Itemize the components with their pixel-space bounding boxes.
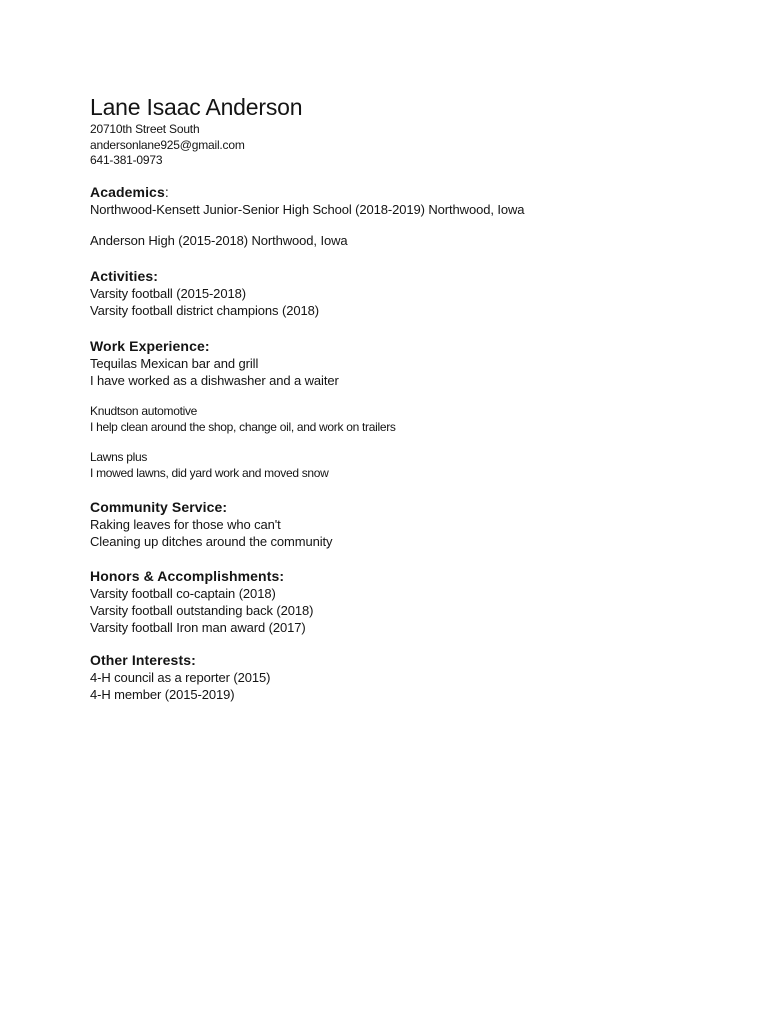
interests-heading: Other Interests: bbox=[90, 652, 196, 668]
honors-line: Varsity football co-captain (2018) bbox=[90, 586, 276, 601]
job-detail: I help clean around the shop, change oil, and work on trailers bbox=[90, 420, 396, 434]
community-line: Raking leaves for those who can't bbox=[90, 517, 281, 532]
activities-line: Varsity football (2015-2018) bbox=[90, 286, 246, 301]
honors-line: Varsity football Iron man award (2017) bbox=[90, 620, 306, 635]
job-title: Lawns plus bbox=[90, 450, 148, 464]
section-activities bbox=[90, 267, 319, 319]
section-honors bbox=[90, 567, 313, 636]
job-title: Tequilas Mexican bar and grill bbox=[90, 356, 259, 371]
contact-phone: 641-381-0973 bbox=[90, 153, 163, 167]
community-line: Cleaning up ditches around the community bbox=[90, 534, 333, 549]
section-academics bbox=[90, 183, 524, 249]
section-community-service bbox=[90, 498, 332, 550]
academics-heading: Academics: bbox=[90, 184, 169, 200]
job-title: Knudtson automotive bbox=[90, 404, 198, 418]
job-detail: I have worked as a dishwasher and a waiter bbox=[90, 373, 339, 388]
job-detail: I mowed lawns, did yard work and moved snow bbox=[90, 466, 329, 480]
work-heading: Work Experience: bbox=[90, 338, 210, 354]
section-other-interests bbox=[90, 651, 270, 703]
academics-line: Anderson High (2015-2018) Northwood, Iowa bbox=[90, 233, 348, 248]
community-heading: Community Service: bbox=[90, 499, 228, 515]
honors-line: Varsity football outstanding back (2018) bbox=[90, 603, 314, 618]
activities-line: Varsity football district champions (2018) bbox=[90, 303, 319, 318]
contact-email: andersonlane925@gmail.com bbox=[90, 137, 245, 152]
resume-name: Lane Isaac Anderson bbox=[90, 94, 303, 120]
contact-address: 20710th Street South bbox=[90, 122, 200, 136]
interests-line: 4-H member (2015-2019) bbox=[90, 687, 235, 702]
activities-heading: Activities: bbox=[90, 268, 159, 284]
contact-block bbox=[90, 122, 245, 169]
academics-line: Northwood-Kensett Junior-Senior High School (2018-2019) Northwood, Iowa bbox=[90, 202, 525, 217]
section-work-experience bbox=[90, 337, 396, 481]
honors-heading: Honors & Accomplishments: bbox=[90, 568, 285, 584]
interests-line: 4-H council as a reporter (2015) bbox=[90, 670, 271, 685]
